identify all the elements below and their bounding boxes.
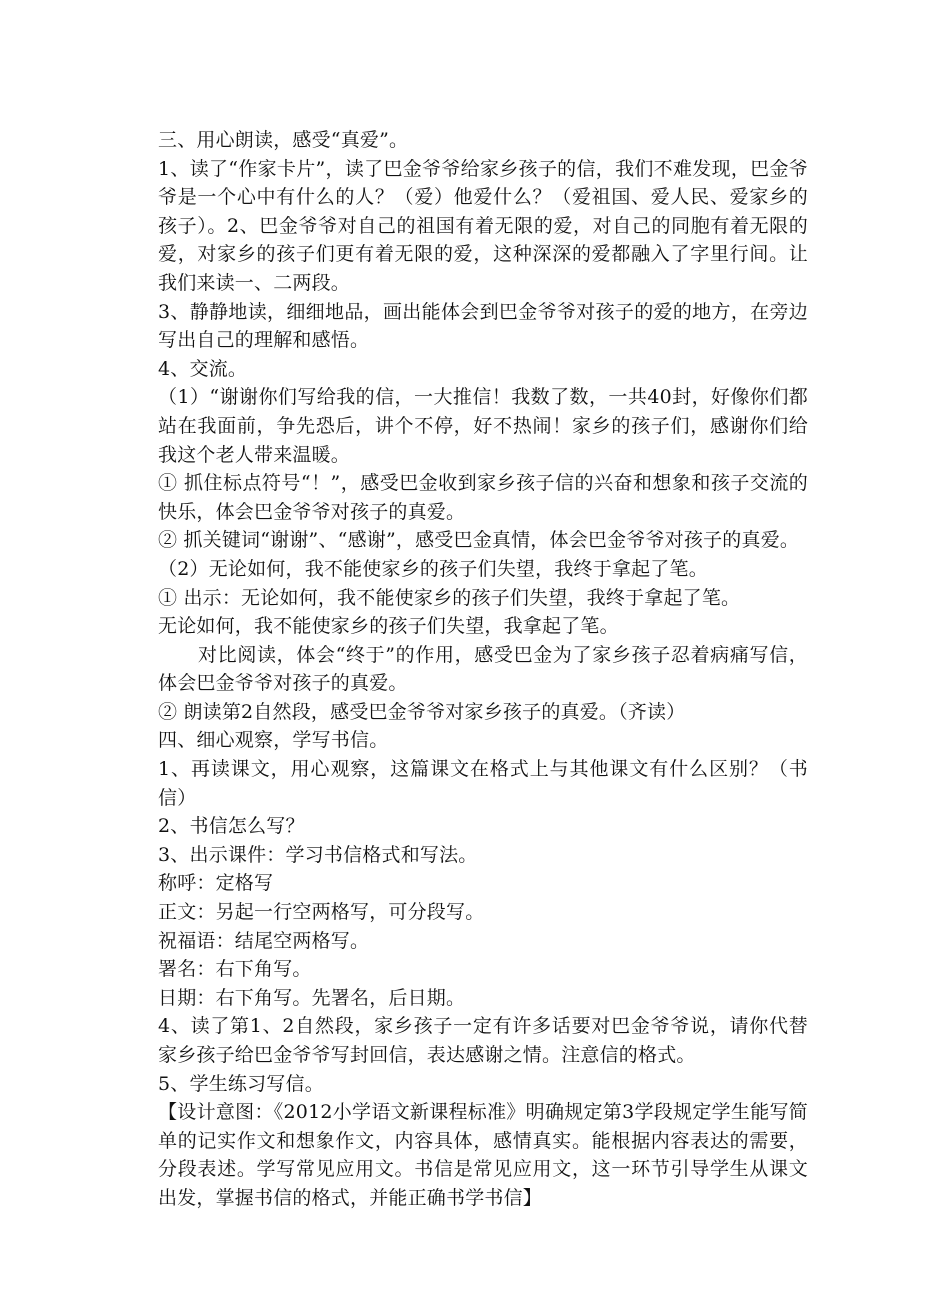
section-heading: 四、细心观察，学写书信。: [158, 729, 389, 752]
format-item: 祝福语：结尾空两格写。: [158, 929, 370, 952]
format-item: 正文：另起一行空两格写，可分段写。: [158, 901, 485, 924]
paragraph: 3、静静地读，细细地品，画出能体会到巴金爷爷对孩子的爱的地方，在旁边写出自己的理解和感悟。: [158, 300, 808, 352]
format-item: 署名：右下角写。: [158, 958, 312, 981]
quote-paragraph: （1）“谢谢你们写给我的信，一大推信！我数了数，一共40封，好像你们都站在我面前，争先恐后，讲个不停，好不热闹！家乡的孩子们，感谢你们给我这个老人带来温暖。: [158, 386, 808, 466]
list-item: ① 出示：无论如何，我不能使家乡的孩子们失望，我终于拿起了笔。: [158, 586, 741, 609]
paragraph: 1、读了“作家卡片”，读了巴金爷爷给家乡孩子的信，我们不难发现，巴金爷爷是一个心中有什么的人？（爱）他爱什么？（爱祖国、爱人民、爱家乡的孩子）。2、巴金爷爷对自己的祖国有着无限的爱，对自己的同胞有着无限的爱，对家乡的孩子们更有着无限的爱，这种深深的爱都融入了字里行间。让我们来读一、二两段。: [158, 157, 808, 294]
paragraph: 5、学生练习写信。: [158, 1072, 324, 1095]
list-item: ① 抓住标点符号“！”，感受巴金收到家乡孩子信的兴奋和想象和孩子交流的快乐，体会巴金爷爷对孩子的真爱。: [158, 472, 808, 523]
design-intent-note: 【设计意图：《2012小学语文新课程标准》明确规定第3学段规定学生能写简单的记实作文和想象作文，内容具体，感情真实。能根据内容表达的需要，分段表述。学写常见应用文。书信是常见应用文，这一环节引导学生从课文出发，掌握书信的格式，并能正确书学书信】: [158, 1101, 808, 1209]
paragraph: 4、交流。: [158, 357, 248, 380]
paragraph: 1、再读课文，用心观察，这篇课文在格式上与其他课文有什么区别？（书信）: [158, 758, 808, 809]
format-item: 日期：右下角写。先署名，后日期。: [158, 986, 466, 1009]
quote-paragraph: （2）无论如何，我不能使家乡的孩子们失望，我终于拿起了笔。: [158, 557, 708, 580]
list-item: ② 抓关键词“谢谢”、“感谢”，感受巴金真情，体会巴金爷爷对孩子的真爱。: [158, 529, 800, 552]
paragraph: 2、书信怎么写？: [158, 815, 305, 838]
paragraph: 4、读了第1、2自然段，家乡孩子一定有许多话要对巴金爷爷说，请你代替家乡孩子给巴金爷爷写封回信，表达感谢之情。注意信的格式。: [158, 1015, 808, 1066]
paragraph: 3、出示课件：学习书信格式和写法。: [158, 843, 478, 866]
comparison-sentence: 无论如何，我不能使家乡的孩子们失望，我拿起了笔。: [158, 615, 619, 638]
document-body: [158, 126, 808, 1213]
list-item: ② 朗读第2自然段，感受巴金爷爷对家乡孩子的真爱。（齐读）: [158, 700, 686, 723]
format-item: 称呼：定格写: [158, 872, 274, 895]
paragraph: 对比阅读，体会“终于”的作用，感受巴金为了家乡孩子忍着病痛写信，体会巴金爷爷对孩子的真爱。: [158, 643, 808, 695]
section-heading: 三、用心朗读，感受“真爱”。: [158, 129, 409, 151]
